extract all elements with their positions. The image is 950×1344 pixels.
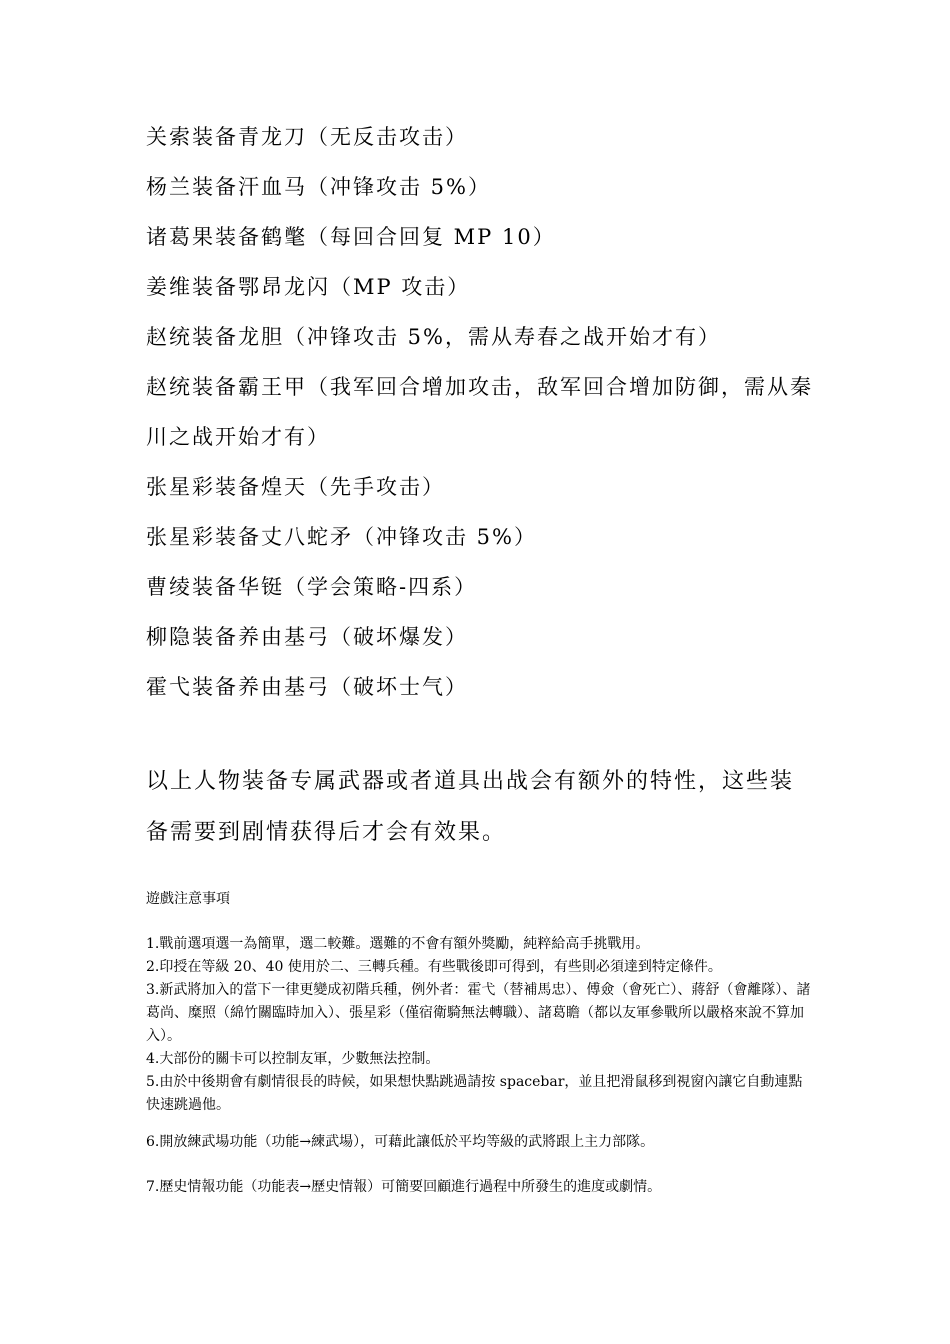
- equipment-item: 张星彩装备丈八蛇矛（冲锋攻击 5%）: [146, 525, 537, 549]
- equipment-item: 曹绫装备华铤（学会策略-四系）: [146, 575, 478, 599]
- game-notes: [146, 888, 816, 1199]
- equipment-item: 张星彩装备煌天（先手攻击）: [146, 475, 445, 499]
- note-item: 1.戰前選項選一為簡單，選二較難。選難的不會有額外獎勵，純粹給高手挑戰用。: [146, 936, 650, 952]
- equipment-item: 姜维装备鄂昂龙闪（MP 攻击）: [146, 275, 471, 299]
- note-item: 6.開放練武場功能（功能→練武場），可藉此讓低於平均等級的武將跟上主力部隊。: [146, 1134, 655, 1150]
- note-item: 7.歷史情報功能（功能表→歷史情報）可簡要回顧進行過程中所發生的進度或劇情。: [146, 1179, 662, 1195]
- note-item: 2.印授在等級 20、40 使用於二、三轉兵種。有些戰後即可得到，有些則必須達到特定條件。: [146, 959, 722, 975]
- equipment-item: 关索装备青龙刀（无反击攻击）: [146, 125, 468, 149]
- summary-paragraph: 以上人物装备专属武器或者道具出战会有额外的特性，这些装备需要到剧情获得后才会有效果。: [146, 769, 795, 845]
- equipment-item: 赵统装备龙胆（冲锋攻击 5%，需从寿春之战开始才有）: [146, 325, 721, 349]
- note-item: 4.大部份的關卡可以控制友軍，少數無法控制。: [146, 1051, 440, 1067]
- equipment-list: [146, 112, 816, 712]
- equipment-item: 诸葛果装备鹤氅（每回合回复 MP 10）: [146, 225, 556, 249]
- equipment-item: 杨兰装备汗血马（冲锋攻击 5%）: [146, 175, 491, 199]
- equipment-item: 赵统装备霸王甲（我军回合增加攻击，敌军回合增加防御，需从秦川之战开始才有）: [146, 375, 813, 449]
- note-item: 3.新武將加入的當下一律更變成初階兵種，例外者：霍弋（替補馬忠）、傅僉（會死亡）、蔣舒（會離隊）、諸葛尚、糜照（綿竹關臨時加入）、張星彩（僅宿衛騎無法轉職）、諸葛瞻（都以友軍參戰所以嚴格來說不算加入）。: [146, 982, 811, 1044]
- equipment-item: 柳隐装备养由基弓（破坏爆发）: [146, 625, 468, 649]
- notes-title: 遊戲注意事項: [146, 891, 230, 907]
- note-item: 5.由於中後期會有劇情很長的時候，如果想快點跳過請按 spacebar，並且把滑鼠移到視窗內讓它自動連點快速跳過他。: [146, 1074, 803, 1113]
- equipment-item: 霍弋装备养由基弓（破坏士气）: [146, 675, 468, 699]
